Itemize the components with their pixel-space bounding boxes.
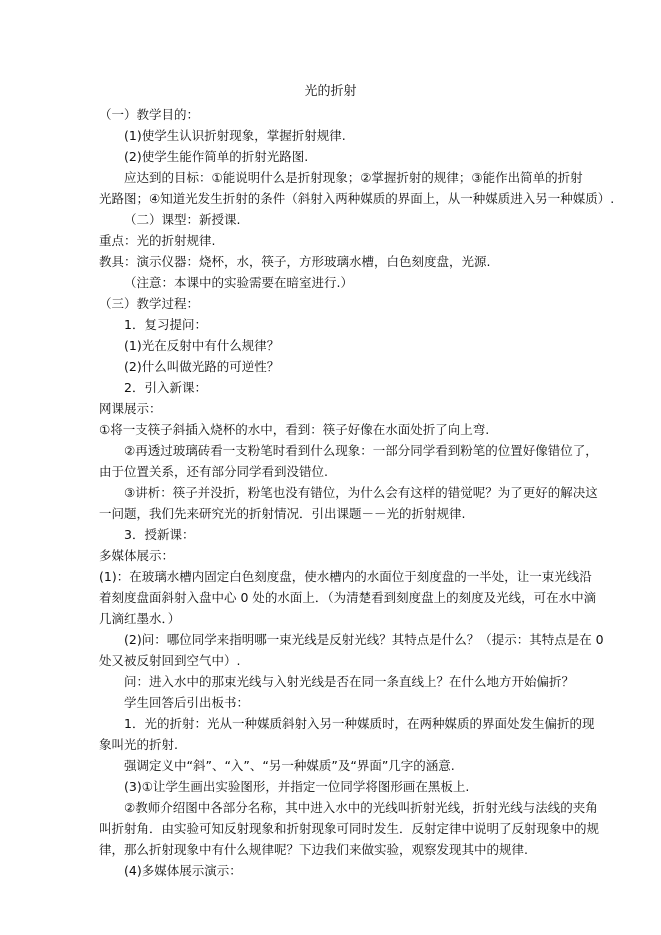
paragraph-line: 强调定义中“斜”、“入”、“另一种媒质”及“界面”几字的涵意. bbox=[124, 758, 455, 773]
paragraph-line: 网课展示： bbox=[99, 401, 162, 416]
paragraph-line: (2)问：哪位同学来指明哪一束光线是反射光线？其特点是什么？（提示：其特点是在 0 bbox=[124, 632, 604, 647]
paragraph-line: 由于位置关系，还有部分同学看到没错位. bbox=[99, 464, 328, 479]
paragraph-line: (3)①让学生画出实验图形，并指定一位同学将图形画在黑板上. bbox=[124, 779, 470, 794]
paragraph-line: 问：进入水中的那束光线与入射光线是否在同一条直线上？在什么地方开始偏折？ bbox=[124, 674, 575, 689]
paragraph-line: 1．光的折射：光从一种媒质斜射入另一种媒质时，在两种媒质的界面处发生偏折的现 bbox=[124, 716, 595, 731]
paragraph-line: (1)：在玻璃水槽内固定白色刻度盘，使水槽内的水面位于刻度盘的一半处，让一束光线沿 bbox=[99, 569, 592, 584]
paragraph-line: (2)什么叫做光路的可逆性？ bbox=[124, 359, 280, 374]
paragraph-line: ③讲析：筷子并没折，粉笔也没有错位，为什么会有这样的错觉呢？为了更好的解决这 bbox=[124, 485, 598, 500]
paragraph-line: 1．复习提问： bbox=[124, 317, 207, 332]
paragraph-line: 多媒体展示： bbox=[99, 548, 175, 563]
paragraph-line: ②再透过玻璃砖看一支粉笔时看到什么现象：一部分同学看到粉笔的位置好像错位了， bbox=[124, 443, 598, 458]
section-heading: （二）课型：新授课. bbox=[124, 212, 241, 227]
section-heading: （一）教学目的： bbox=[99, 107, 200, 122]
paragraph-line: ②教师介绍图中各部分名称，其中进入水中的光线叫折射光线，折射光线与法线的夹角 bbox=[124, 800, 598, 815]
paragraph-line: 教具：演示仪器：烧杯，水，筷子，方形玻璃水槽，白色刻度盘，光源. bbox=[99, 254, 491, 269]
paragraph-line: (4)多媒体展示演示： bbox=[124, 863, 242, 878]
paragraph-line: 重点：光的折射规律. bbox=[99, 233, 216, 248]
paragraph-line: 一问题，我们先来研究光的折射情况．引出课题－－光的折射规律. bbox=[99, 506, 466, 521]
paragraph-line: (2)使学生能作简单的折射光路图. bbox=[124, 149, 309, 164]
paragraph-line: 几滴红墨水．） bbox=[99, 611, 181, 626]
section-heading: （三）教学过程： bbox=[99, 296, 200, 311]
paragraph-line: 象叫光的折射. bbox=[99, 737, 178, 752]
paragraph-line: 光路图；④知道光发生折射的条件（斜射入两种媒质的界面上，从一种媒质进入另一种媒质）. bbox=[99, 191, 615, 206]
paragraph-line: 处又被反射回到空气中）. bbox=[99, 653, 241, 668]
paragraph-line: 着刻度盘面斜射入盘中心 0 处的水面上．（为清楚看到刻度盘上的刻度及光线，可在水中滴 bbox=[99, 590, 597, 605]
paragraph-line: ①将一支筷子斜插入烧杯的水中，看到：筷子好像在水面处折了向上弯. bbox=[99, 422, 490, 437]
paragraph-line: 3．授新课： bbox=[124, 527, 195, 542]
paragraph-line: (1)光在反射中有什么规律？ bbox=[124, 338, 280, 353]
paragraph-line: 2．引入新课： bbox=[124, 380, 207, 395]
paragraph-line: 学生回答后引出板书： bbox=[124, 695, 250, 710]
paragraph-line: 叫折射角．由实验可知反射现象和折射现象可同时发生．反射定律中说明了反射现象中的规 bbox=[99, 821, 600, 836]
paragraph-line: （注意：本课中的实验需要在暗室进行.） bbox=[124, 275, 353, 290]
paragraph-line: 应达到的目标：①能说明什么是折射现象；②掌握折射的规律；③能作出简单的折射 bbox=[124, 170, 583, 185]
document-title: 光的折射 bbox=[304, 84, 357, 99]
paragraph-line: (1)使学生认识折射现象，掌握折射规律. bbox=[124, 128, 346, 143]
paragraph-line: 律，那么折射现象中有什么规律呢？下边我们来做实验，观察发现其中的规律. bbox=[99, 842, 528, 857]
